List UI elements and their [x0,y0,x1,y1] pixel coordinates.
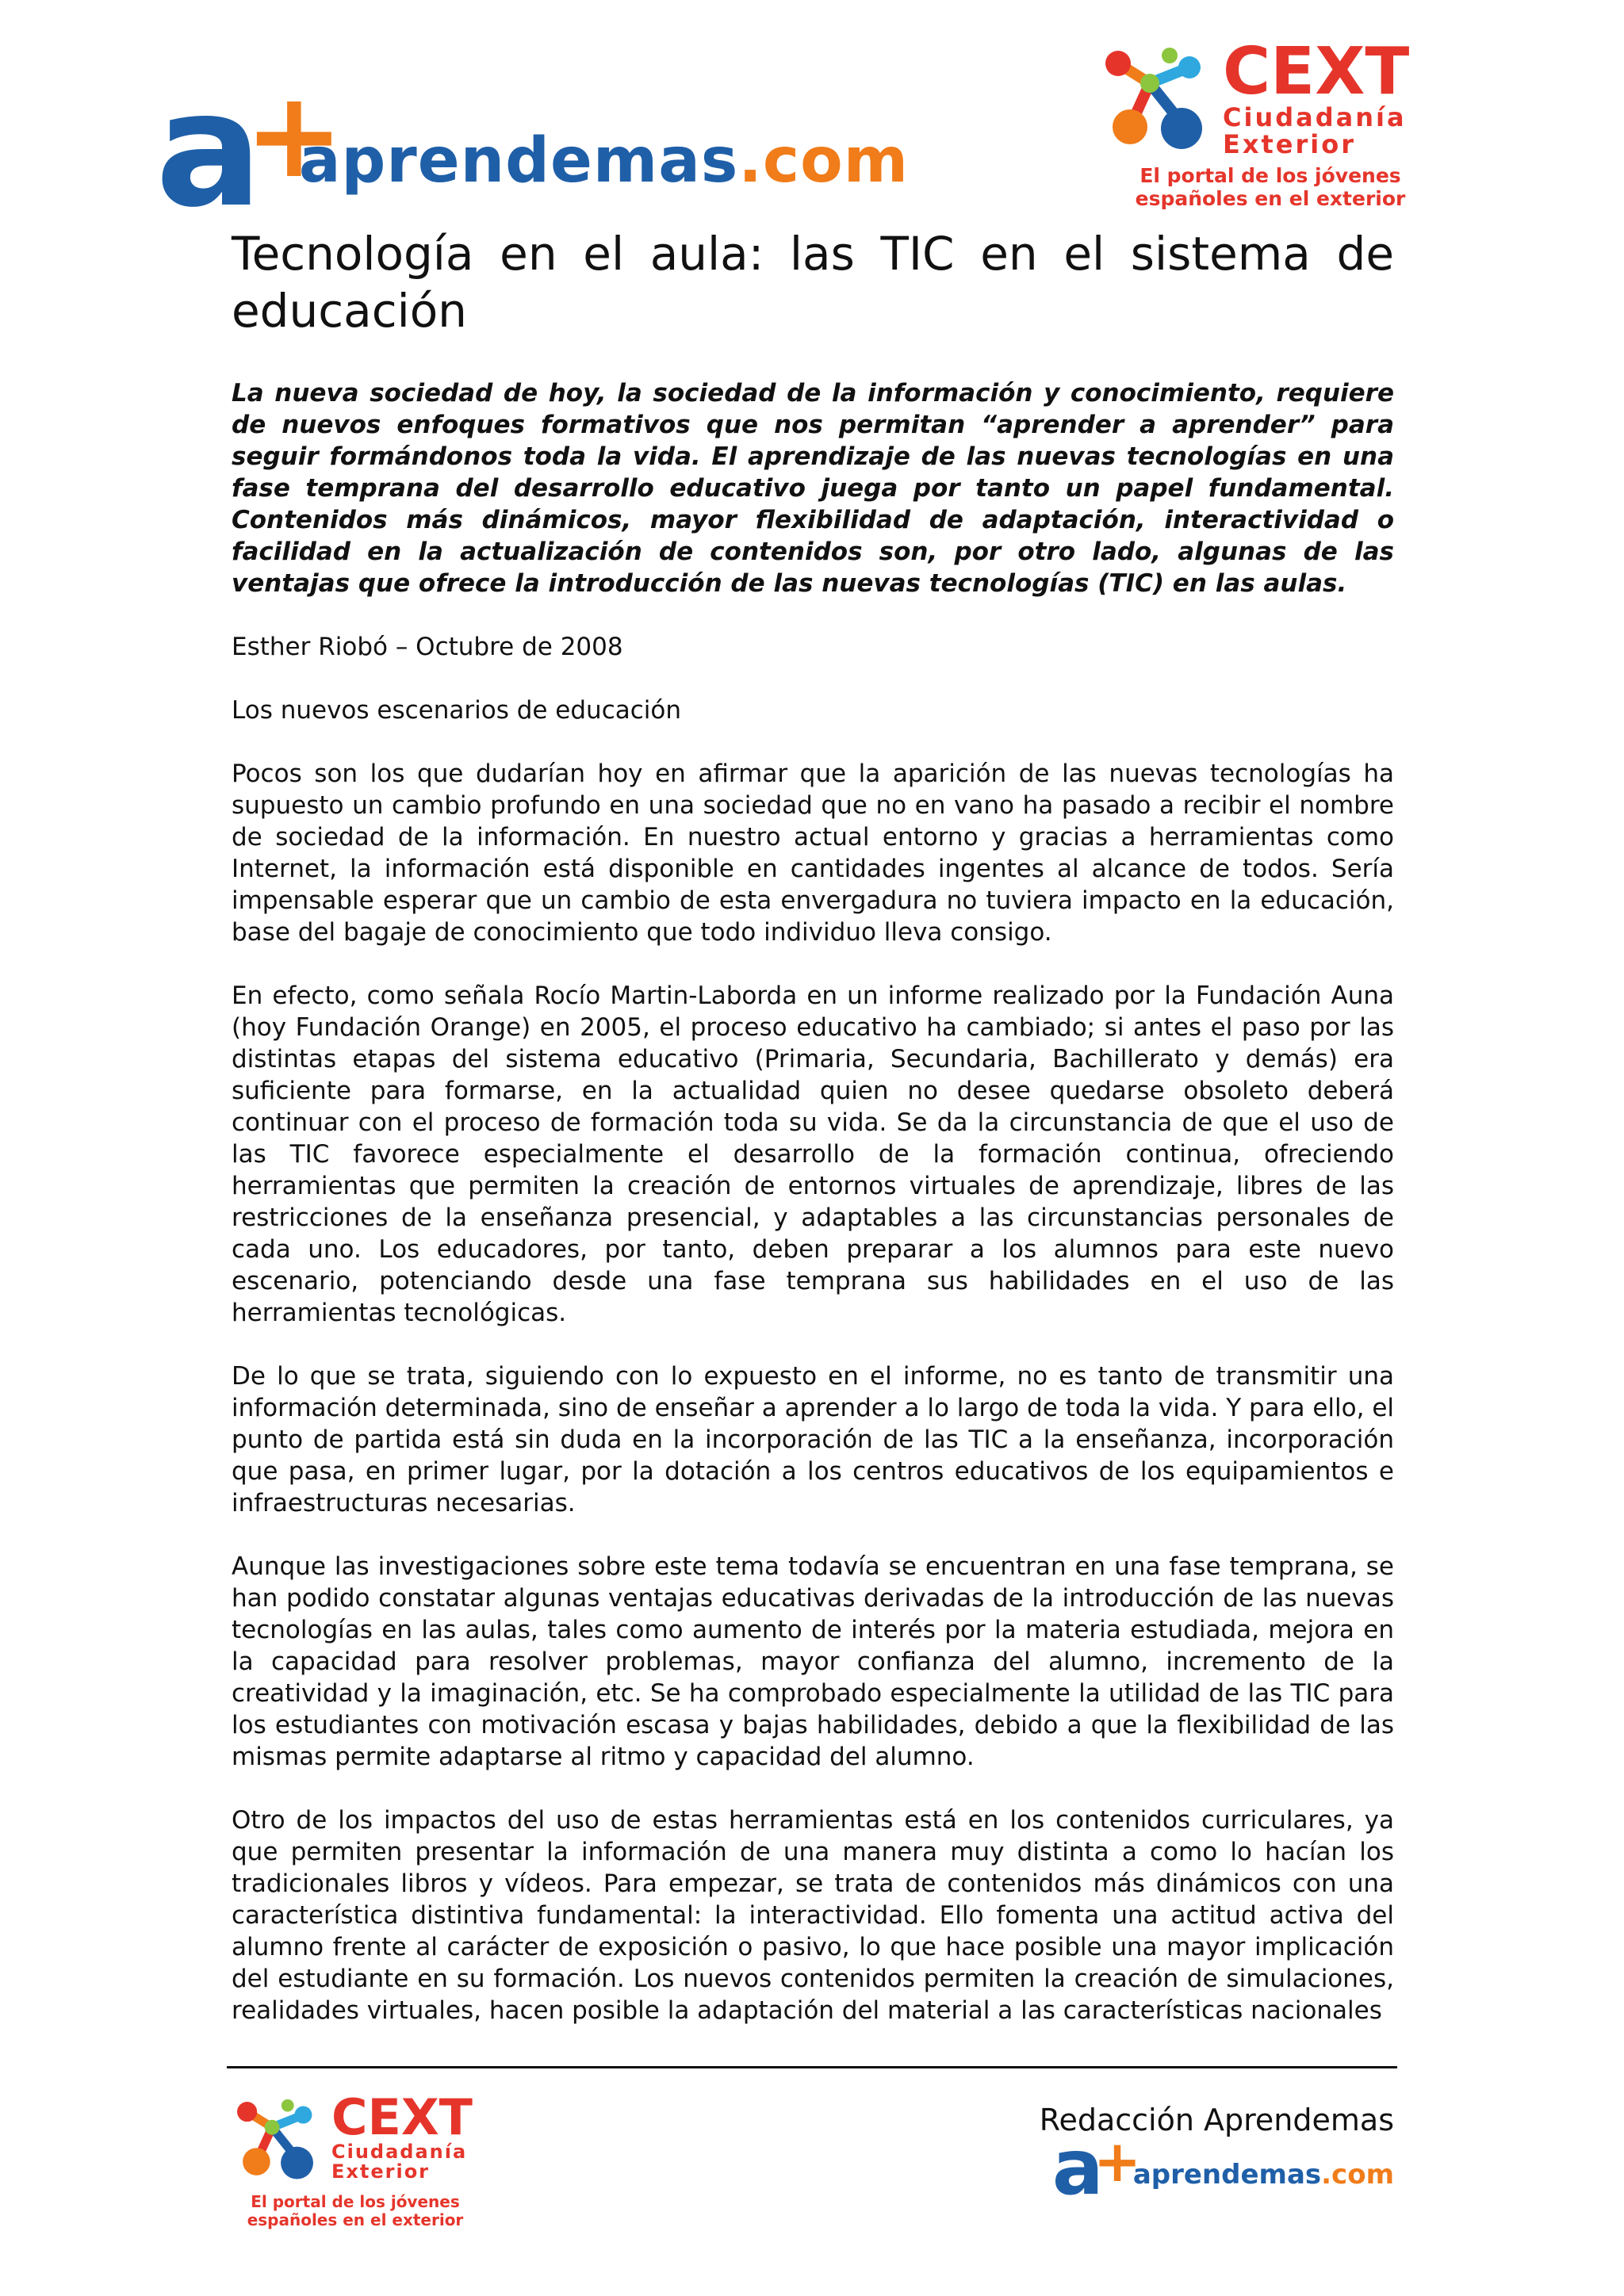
footer-aprendemas-mark-letter: a [1051,2122,1104,2212]
cext-logo [1094,34,1413,211]
footer-cext-subtitle-2: Exterior [331,2160,431,2183]
footer-cext-molecule-icon [228,2093,322,2187]
footer-divider [227,2066,1397,2068]
footer-cext-logo [228,2088,473,2229]
paragraph-1: Pocos son los que dudarían hoy en afirmar que la aparición de las nuevas tecnologías ha supuesto un cambio profundo en una sociedad que no en vano ha pasado a recibir el nombre de sociedad de la información. En nuestro actual entorno y gracias a herramientas como Internet, la información está disponible en cantidades ingentes al alcance de todos. Sería impensable esperar que un cambio de esta envergadura no tuviera impacto en la educación, base del bagaje de conocimiento que todo individuo lleva consigo. [232,760,1394,947]
footer-aprendemas-wordmark-tld: .com [1321,2158,1394,2191]
footer-cext-tagline-line-1: El portal de los jóvenes [251,2192,460,2211]
aprendemas-logo [155,58,909,243]
footer-aprendemas-wordmark [1133,2159,1394,2191]
aprendemas-wordmark [299,125,909,197]
cext-molecule-icon [1094,40,1213,159]
footer-aprendemas-logo [1051,2122,1394,2212]
cext-tagline-line-2: españoles en el exterior [1135,186,1406,210]
paragraph-3: De lo que se trata, siguiendo con lo expuesto en el informe, no es tanto de transmitir una información determinada, sino de enseñar a aprender a lo largo de toda la vida. Y para ello, el punto de partida está sin duda en la incorporación de las TIC a la enseñanza, incorporación que pasa, en primer lugar, por la dotación a los centros educativos de los equipamientos e infraestructuras necesarias. [232,1362,1394,1517]
cext-title: CEXT [1223,34,1410,109]
aprendemas-wordmark-tld: .com [738,125,909,197]
article-title: Tecnología en el aula: las TIC en el sistema de educación [232,227,1394,338]
article-lead: La nueva sociedad de hoy, la sociedad de la información y conocimiento, requiere de nuevos enfoques formativos que nos permitan “aprender a aprender” para seguir formándonos toda la vida. El aprendizaje de las nuevas tecnologías en una fase temprana del desarrollo educativo juega por tanto un papel fundamental. Contenidos más dinámicos, mayor flexibilidad de adaptación, interactividad o facilidad en la actualización de contenidos son, por otro lado, algunas de las ventajas que ofrece la introducción de las nuevas tecnologías (TIC) en las aulas. [232,379,1394,598]
footer-cext-subtitle-1: Ciudadanía [331,2141,468,2163]
section-heading: Los nuevos escenarios de educación [232,696,682,725]
footer-credit [1039,2103,1394,2212]
cext-subtitle-1: Ciudadanía [1223,102,1407,132]
footer-cext-title: CEXT [331,2088,473,2146]
article-byline: Esther Riobó – Octubre de 2008 [232,633,623,661]
footer-aprendemas-mark-plus: + [1093,2127,1142,2195]
footer-cext-tagline-line-2: españoles en el exterior [247,2210,464,2229]
cext-tagline-line-1: El portal de los jóvenes [1139,164,1401,187]
paragraph-2: En efecto, como señala Rocío Martin-Laborda en un informe realizado por la Fundación Auna (hoy Fundación Orange) en 2005, el proceso educativo ha cambiado; si antes el paso por las distintas etapas del sistema educativo (Primaria, Secundaria, Bachillerato y demás) era suficiente para formarse, en la actualidad quien no desee quedarse obsoleto deberá continuar con el proceso de formación toda su vida. Se da la circunstancia de que el uso de las TIC favorece especialmente el desarrollo de la formación continua, ofreciendo herramientas que permiten la creación de entornos virtuales de aprendizaje, libres de las restricciones de la enseñanza presencial, y adaptables a las circunstancias personales de cada uno. Los educadores, por tanto, deben preparar a los alumnos para este nuevo escenario, potenciando desde una fase temprana sus habilidades en el uso de las herramientas tecnológicas. [232,982,1394,1327]
paragraph-5: Otro de los impactos del uso de estas herramientas está en los contenidos curriculares, ya que permiten presentar la información de una manera muy distinta a como lo hacían los tradicionales libros y vídeos. Para empezar, se trata de contenidos más dinámicos con una característica distintiva fundamental: la interactividad. Ello fomenta una actitud activa del alumno frente al carácter de exposición o pasivo, lo que hace posible una mayor implicación del estudiante en su formación. Los nuevos contenidos permiten la creación de simulaciones, realidades virtuales, hacen posible la adaptación del material a las características nacionales [232,1806,1394,2025]
footer-cext-tagline [244,2193,466,2229]
article [232,225,1394,2026]
cext-tagline [1128,165,1413,211]
aprendemas-mark [155,58,344,243]
aprendemas-mark-plus: + [244,67,344,205]
footer-credit-text: Redacción Aprendemas [1039,2103,1394,2137]
aprendemas-mark-letter: a [155,58,262,243]
aprendemas-wordmark-name: aprendemas [298,125,739,197]
footer-aprendemas-mark [1051,2122,1142,2212]
cext-subtitle-2: Exterior [1223,128,1357,159]
paragraph-4: Aunque las investigaciones sobre este tema todavía se encuentran en una fase temprana, se han podido constatar algunas ventajas educativas derivadas de la introducción de las nuevas tecnologías en las aulas, tales como aumento de interés por la materia estudiada, mejora en la capacidad para resolver problemas, mayor confianza del alumno, incremento de la creatividad y la imaginación, etc. Se ha comprobado especialmente la utilidad de las TIC para los estudiantes con motivación escasa y bajas habilidades, debido a que la flexibilidad de las mismas permite adaptarse al ritmo y capacidad del alumno. [232,1552,1394,1771]
footer-aprendemas-wordmark-name: aprendemas [1132,2158,1322,2191]
